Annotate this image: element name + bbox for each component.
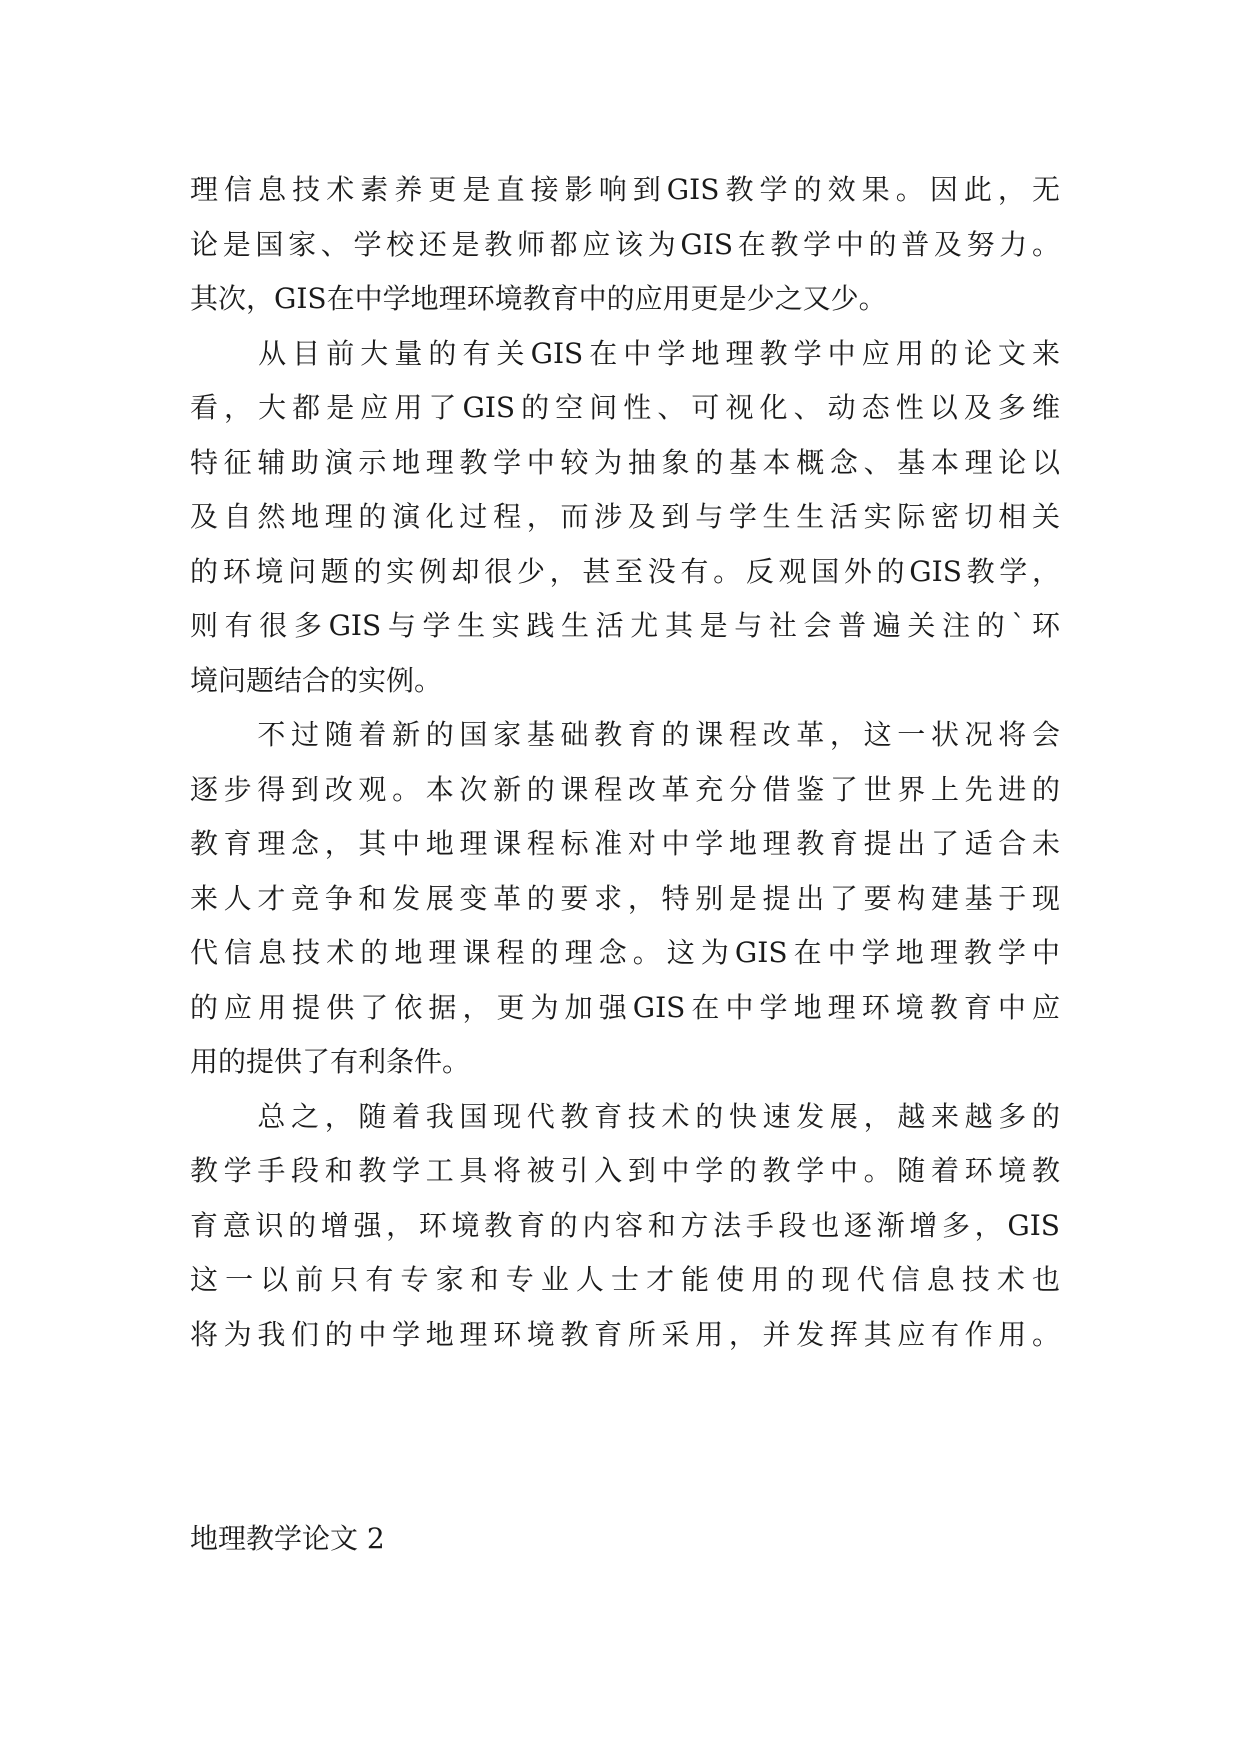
text-line: 从目前大量的有关GIS在中学地理教学中应用的论文来 xyxy=(190,336,1060,370)
text-line: 来人才竞争和发展变革的要求，特别是提出了要构建基于现 xyxy=(190,881,1060,915)
text-line: 总之，随着我国现代教育技术的快速发展，越来越多的 xyxy=(190,1099,1060,1133)
text-line: 理信息技术素养更是直接影响到GIS教学的效果。因此，无 xyxy=(190,173,1060,206)
text-line: 及自然地理的演化过程，而涉及到与学生生活实际密切相关 xyxy=(190,500,1060,533)
text-line: 用的提供了有利条件。 xyxy=(190,1045,471,1078)
body-text xyxy=(190,163,1060,1362)
text-line: 其次，GIS在中学地理环境教育中的应用更是少之又少。 xyxy=(190,282,887,315)
text-line: 不过随着新的国家基础教育的课程改革，这一状况将会 xyxy=(190,718,1060,751)
text-line: 的环境问题的实例却很少，甚至没有。反观国外的GIS教学， xyxy=(190,554,1060,588)
text-line: 教学手段和教学工具将被引入到中学的教学中。随着环境教 xyxy=(190,1154,1060,1187)
text-line: 看，大都是应用了GIS的空间性、可视化、动态性以及多维 xyxy=(190,391,1060,424)
text-line: 教育理念，其中地理课程标准对中学地理教育提出了适合未 xyxy=(190,827,1060,860)
text-line: 这一以前只有专家和专业人士才能使用的现代信息技术也 xyxy=(190,1263,1060,1296)
text-line: 的应用提供了依据，更为加强GIS在中学地理环境教育中应 xyxy=(190,990,1060,1024)
text-line: 特征辅助演示地理教学中较为抽象的基本概念、基本理论以 xyxy=(190,445,1060,479)
section-heading: 地理教学论文 2 xyxy=(190,1522,385,1555)
text-line: 育意识的增强，环境教育的内容和方法手段也逐渐增多，GIS xyxy=(190,1208,1060,1242)
text-line: 逐步得到改观。本次新的课程改革充分借鉴了世界上先进的 xyxy=(190,772,1060,806)
text-line: 境问题结合的实例。 xyxy=(190,663,443,697)
text-line: 论是国家、学校还是教师都应该为GIS在教学中的普及努力。 xyxy=(190,227,1060,261)
text-line: 代信息技术的地理课程的理念。这为GIS在中学地理教学中 xyxy=(190,936,1060,969)
text-line: 将为我们的中学地理环境教育所采用，并发挥其应有作用。 xyxy=(190,1317,1060,1351)
text-line: 则有很多GIS与学生实践生活尤其是与社会普遍关注的`环 xyxy=(190,609,1060,642)
